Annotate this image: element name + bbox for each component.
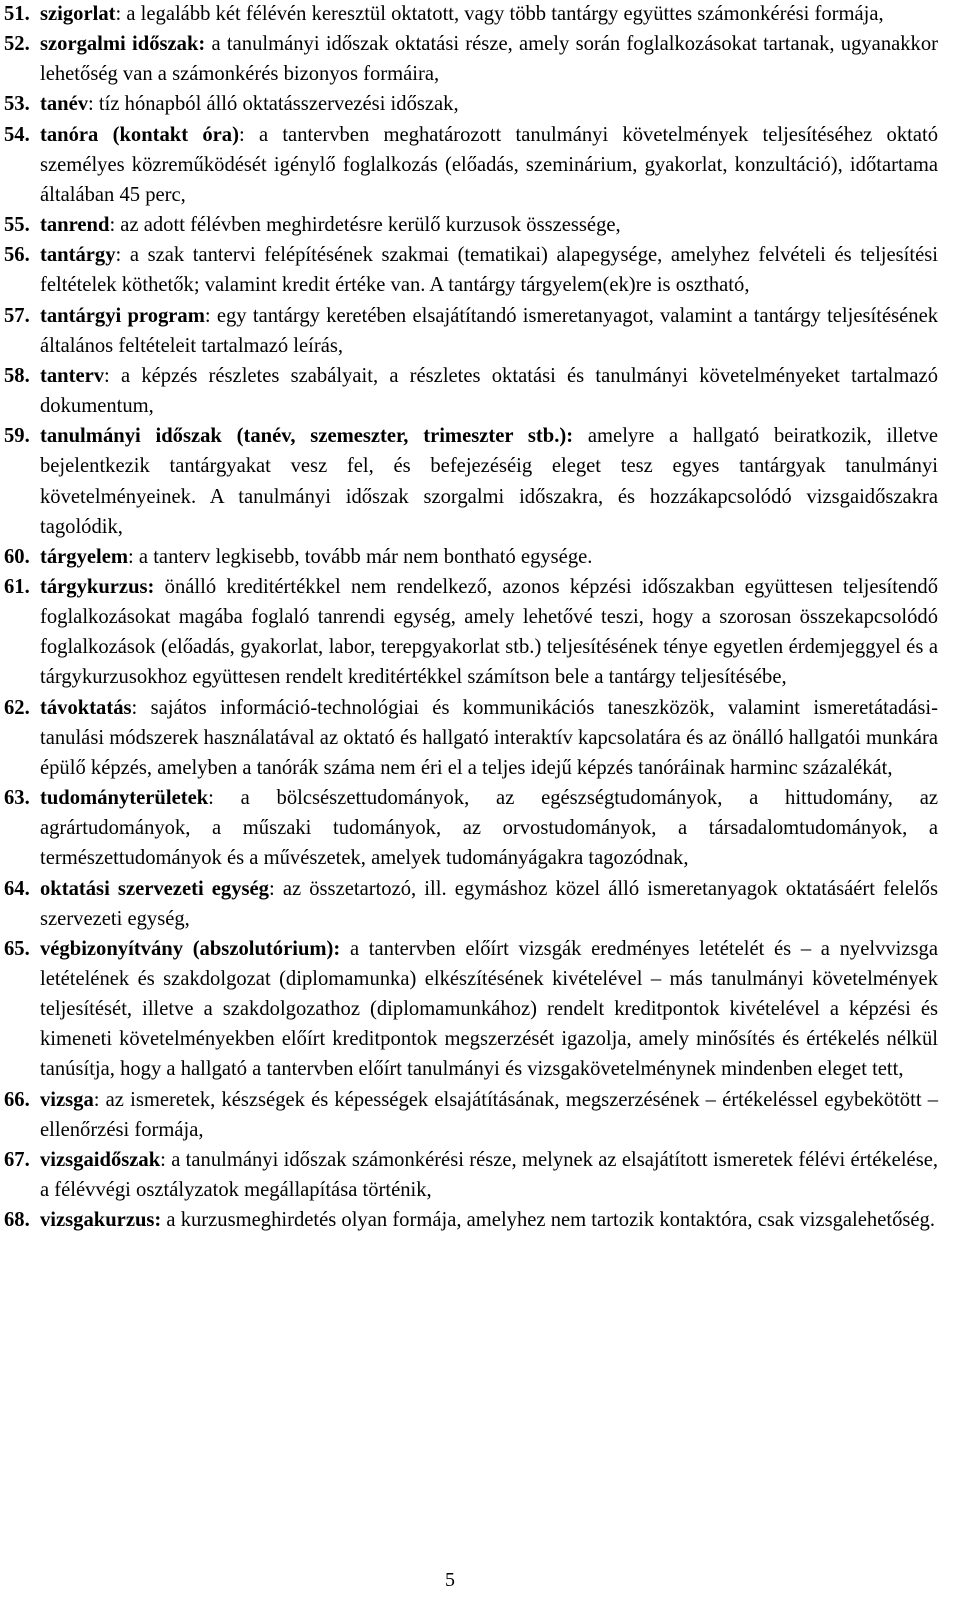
definition-number: 63. <box>4 787 30 810</box>
definition-item <box>4 361 938 421</box>
definition-term: tudományterületek <box>40 787 209 810</box>
definition-term: szigorlat <box>40 3 116 25</box>
definition-item <box>4 1205 938 1235</box>
definition-text: a tantervben előírt vizsgák eredményes letételét és – a nyelvvizsga letételének és szakdolgozat (diplomamunka) elkészítésének kivételével – más tanulmányi követelmények teljesítését, illetve a szakdolgozathoz (diplomamunkához) rendelt kreditpontok kivételével a képzési és kimeneti követelményekben előírt kreditpontok megszerzését igazolja, amely minősítés és értékelés nélkül tanúsítja, hogy a hallgató a tantervben előírt tanulmányi és vizsgakövetelménynek mindenben eleget tett, <box>40 937 938 1081</box>
definition-item <box>4 301 938 361</box>
definition-term: tanterv <box>40 364 105 387</box>
definition-number: 61. <box>4 575 30 598</box>
definition-term: tantárgy <box>40 244 116 267</box>
definition-text: : az összetartozó, ill. egymáshoz közel álló ismeretanyagok oktatásáért felelős szervezeti egység, <box>40 877 938 930</box>
definition-number: 53. <box>4 93 30 116</box>
definition-text: önálló kreditértékkel nem rendelkező, azonos képzési időszakban együttesen teljesítendő foglalkozásokat magába foglaló tanrendi egység, amely lehetővé teszi, hogy a szorosan összekapcsolódó foglalkozások (előadás, gyakorlat, labor, terepgyakorlat stb.) teljesítésének ténye egyetlen érdemjeggyel és a tárgykurzusokhoz együttesen rendelt kreditértékkel számítson bele a tantárgy teljesítésébe, <box>40 575 938 689</box>
definition-item <box>4 693 938 783</box>
definition-text: : az ismeretek, készségek és képességek elsajátításának, megszerzésének – értékeléssel egybekötött – ellenőrzési formája, <box>40 1088 938 1141</box>
definition-term: tárgyelem <box>40 545 129 568</box>
definition-item <box>4 934 938 1085</box>
definition-number: 55. <box>4 214 30 237</box>
definition-item <box>4 874 938 934</box>
definition-text: a kurzusmeghirdetés olyan formája, amelyhez nem tartozik kontaktóra, csak vizsgalehetőség. <box>161 1209 935 1232</box>
definition-text: : a tantervben meghatározott tanulmányi követelmények teljesítéséhez oktató személyes közreműködését igénylő foglalkozás (előadás, szeminárium, gyakorlat, konzultáció), időtartama általában 45 perc, <box>40 123 938 206</box>
definition-item <box>4 1085 938 1145</box>
definition-number: 51. <box>4 3 30 25</box>
definition-item <box>4 0 938 29</box>
definition-number: 58. <box>4 364 30 387</box>
definition-text: : a képzés részletes szabályait, a részletes oktatási és tanulmányi követelményeket tartalmazó dokumentum, <box>40 364 938 418</box>
definition-item <box>4 1145 938 1205</box>
definition-text: : egy tantárgy keretében elsajátítandó ismeretanyagot, valamint a tantárgy teljesítésének általános feltételeit tartalmazó leírás, <box>40 304 939 357</box>
definition-term: vizsgaidőszak <box>40 1148 161 1171</box>
definition-term: távoktatás <box>40 696 132 719</box>
definition-term: szorgalmi időszak: <box>40 33 206 56</box>
definition-term: tanrend <box>40 214 110 237</box>
definition-term: oktatási szervezeti egység <box>40 877 269 900</box>
definition-text: : az adott félévben meghirdetésre kerülő kurzusok összessége, <box>109 214 621 237</box>
definition-item <box>4 89 938 119</box>
definition-term: tárgykurzus: <box>40 575 155 598</box>
definition-text: : a szak tantervi felépítésének szakmai (tematikai) alapegysége, amelyhez felvételi és teljesítési feltételek köthetők; valamint kredit értéke van. A tantárgy tárgyelem(ek)re is osztható, <box>40 244 938 297</box>
definition-text: : tíz hónapból álló oktatásszervezési időszak, <box>88 93 459 116</box>
definition-number: 66. <box>4 1088 30 1111</box>
page-number: 5 <box>445 1569 455 1591</box>
definition-text: a tanulmányi időszak oktatási része, amely során foglalkozásokat tartanak, ugyanakkor lehetőség van a számonkérés bizonyos formáira, <box>40 33 938 86</box>
definition-item <box>4 783 938 873</box>
definition-item <box>4 240 938 300</box>
definition-item <box>4 120 938 210</box>
definition-number: 67. <box>4 1148 30 1171</box>
definition-term: vizsga <box>40 1088 94 1111</box>
definition-number: 59. <box>4 425 30 448</box>
definition-term: tanóra (kontakt óra) <box>40 123 239 146</box>
definition-text: : a bölcsészettudományok, az egészségtudományok, a hittudomány, az agrártudományok, a műszaki tudományok, az orvostudományok, a társadalomtudományok, a természettudományok és a művészetek, amelyek tudományágakra tagozódnak, <box>40 787 938 870</box>
definition-number: 65. <box>4 937 30 960</box>
definition-number: 68. <box>4 1209 30 1232</box>
definition-number: 52. <box>4 33 30 56</box>
definition-number: 64. <box>4 877 30 900</box>
definition-item <box>4 29 938 89</box>
definition-term: tantárgyi program <box>40 304 205 327</box>
definition-number: 62. <box>4 696 30 719</box>
definition-number: 54. <box>4 123 30 146</box>
definition-term: vizsgakurzus: <box>40 1209 162 1232</box>
definition-term: tanulmányi időszak (tanév, szemeszter, trimeszter stb.): <box>40 425 574 448</box>
definition-number: 57. <box>4 304 30 327</box>
definition-item <box>4 572 938 693</box>
definition-item <box>4 421 938 542</box>
definition-text: : a tanterv legkisebb, tovább már nem bontható egysége. <box>128 545 593 568</box>
definition-number: 60. <box>4 545 30 568</box>
definition-text: : a tanulmányi időszak számonkérési része, melynek az elsajátított ismeretek félévi értékelése, a félévvégi osztályzatok megállapítása történik, <box>40 1148 938 1202</box>
definition-item <box>4 542 938 572</box>
definition-text: : a legalább két félévén keresztül oktatott, vagy több tantárgy együttes számonkérési formája, <box>115 3 884 25</box>
definition-number: 56. <box>4 244 30 267</box>
definition-list <box>4 0 938 1235</box>
definition-text: : sajátos információ-technológiai és kommunikációs taneszközök, valamint ismeretátadási-tanulási módszerek használatával az oktató és hallgató interaktív kapcsolatára és az önálló hallgatói munkára épülő képzés, amelyben a tanórák száma nem éri el a teljes idejű képzés tanóráinak harminc százalékát, <box>40 696 938 779</box>
definition-text: amelyre a hallgató beiratkozik, illetve bejelentkezik tantárgyakat vesz fel, és befejezéséig eleget tesz egyes tantárgyak tanulmányi követelményeinek. A tanulmányi időszak szorgalmi időszakra, és hozzákapcsolódó vizsgaidőszakra tagolódik, <box>40 425 939 538</box>
definition-term: végbizonyítvány (abszolutórium): <box>40 937 341 960</box>
definition-term: tanév <box>40 93 89 116</box>
definition-item <box>4 210 938 240</box>
